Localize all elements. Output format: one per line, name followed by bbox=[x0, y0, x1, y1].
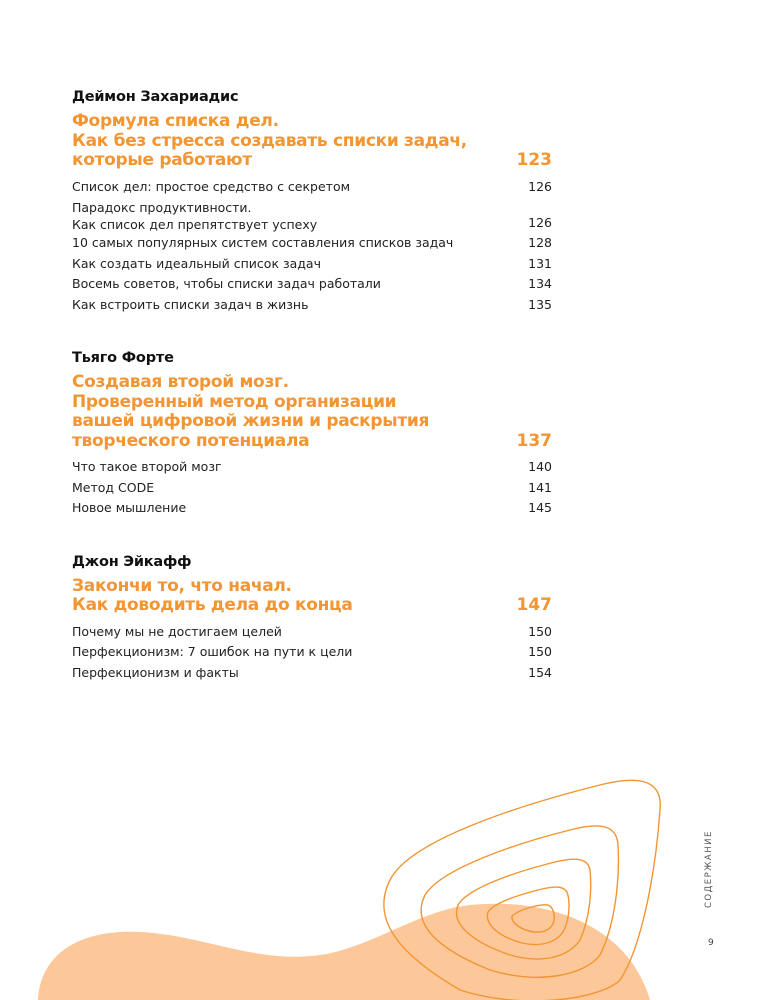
chapter-title-line: творческого потенциала bbox=[72, 430, 310, 451]
peach-blob-shape bbox=[38, 904, 650, 1000]
chapter-title[interactable] bbox=[72, 577, 552, 616]
toc-entry-page: 145 bbox=[528, 500, 552, 515]
toc-entry-page: 154 bbox=[528, 664, 552, 680]
author-name: Тьяго Форте bbox=[72, 350, 174, 366]
toc-entry-label: Почему мы не достигаем целей bbox=[72, 623, 282, 639]
toc-entry[interactable] bbox=[72, 197, 552, 233]
toc-section bbox=[72, 553, 552, 684]
toc-entry[interactable] bbox=[72, 663, 552, 684]
toc-entry-label: Как встроить списки задач в жизнь bbox=[72, 296, 309, 312]
page-number: 9 bbox=[708, 938, 714, 948]
toc-section bbox=[72, 88, 552, 315]
chapter-page-number: 137 bbox=[516, 430, 552, 451]
toc-entry-page: 150 bbox=[528, 623, 552, 639]
contour-lines bbox=[384, 780, 660, 1000]
toc-entry-page: 140 bbox=[528, 459, 552, 474]
chapter-title-line: Формула списка дел. bbox=[72, 111, 279, 131]
chapter-title-line: Создавая второй мозг. bbox=[72, 372, 289, 392]
toc-entry-label: Перфекционизм: 7 ошибок на пути к цели bbox=[72, 644, 353, 659]
toc-entry-label: Новое мышление bbox=[72, 500, 187, 515]
chapter-title-line: вашей цифровой жизни и раскрытия bbox=[72, 411, 430, 431]
chapter-title-line: Как доводить дела до конца bbox=[72, 595, 353, 615]
toc-entry[interactable] bbox=[72, 498, 552, 519]
toc-entry[interactable] bbox=[72, 622, 552, 643]
chapter-title-line: Проверенный метод организации bbox=[72, 391, 397, 412]
toc-entry-page: 134 bbox=[528, 276, 552, 291]
toc-entry-label: Что такое второй мозг bbox=[72, 459, 222, 474]
chapter-page-number: 123 bbox=[516, 150, 552, 170]
toc-entry-label: 10 самых популярных систем составления списков задач bbox=[72, 235, 454, 250]
author-name: Джон Эйкафф bbox=[72, 553, 192, 570]
toc-entry-page: 126 bbox=[528, 214, 552, 230]
chapter-title-line: которые работают bbox=[72, 150, 252, 170]
toc-entry-label: Метод CODE bbox=[72, 479, 155, 495]
toc-entry[interactable] bbox=[72, 233, 552, 254]
chapter-title[interactable] bbox=[72, 112, 552, 171]
toc-entry[interactable] bbox=[72, 457, 552, 478]
toc-entry[interactable] bbox=[72, 478, 552, 499]
toc-entry[interactable] bbox=[72, 274, 552, 295]
toc-entry[interactable] bbox=[72, 254, 552, 275]
toc-entry-page: 135 bbox=[528, 296, 552, 312]
table-of-contents bbox=[72, 88, 552, 717]
toc-entry-page: 128 bbox=[528, 235, 552, 250]
toc-section bbox=[72, 349, 552, 519]
toc-entry-label: Парадокс продуктивности. bbox=[72, 200, 252, 215]
toc-entry-page: 131 bbox=[528, 255, 552, 271]
toc-entry-page: 126 bbox=[528, 178, 552, 194]
toc-entry-label: Как создать идеальный список задач bbox=[72, 255, 321, 271]
chapter-page-number: 147 bbox=[516, 595, 552, 615]
toc-entry[interactable] bbox=[72, 295, 552, 316]
toc-entry-label: Список дел: простое средство с секретом bbox=[72, 178, 351, 194]
chapter-title[interactable] bbox=[72, 373, 552, 451]
author-name: Деймон Захариадис bbox=[72, 89, 239, 105]
toc-entry[interactable] bbox=[72, 177, 552, 198]
toc-entry-page: 141 bbox=[528, 479, 552, 495]
toc-entry-label: Перфекционизм и факты bbox=[72, 664, 239, 680]
toc-entry-label: Как список дел препятствует успеху bbox=[72, 217, 318, 232]
chapter-title-line: Закончи то, что начал. bbox=[72, 575, 292, 596]
chapter-title-line: Как без стресса создавать списки задач, bbox=[72, 130, 467, 151]
section-side-label: СОДЕРЖАНИЕ bbox=[704, 830, 714, 908]
toc-entry[interactable] bbox=[72, 642, 552, 663]
toc-entry-label: Восемь советов, чтобы списки задач работали bbox=[72, 276, 381, 291]
toc-entry-page: 150 bbox=[528, 644, 552, 659]
